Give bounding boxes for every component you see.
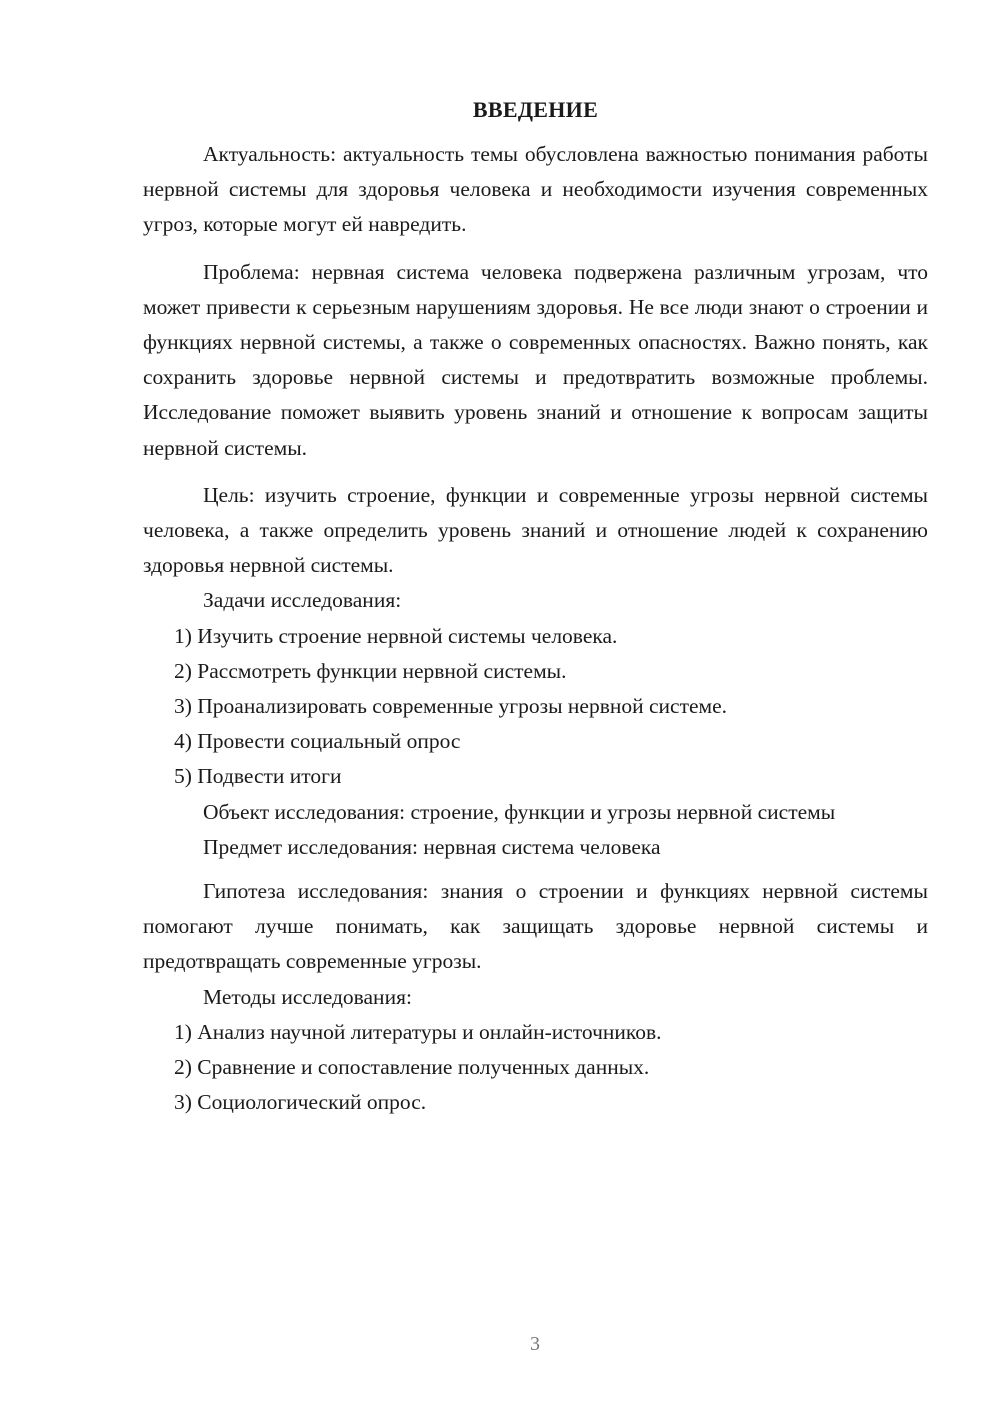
object-line: Объект исследования: строение, функции и угрозы нервной системы — [203, 799, 836, 824]
methods-title: Методы исследования: — [203, 984, 412, 1009]
list-item: 3) Социологический опрос. — [174, 1090, 427, 1115]
hypothesis-paragraph: Гипотеза исследования: знания о строении и функциях нервной системы помогают лучше понимать, как защищать здоровье нервной системы и предотвращать современные угрозы. — [143, 879, 928, 974]
goal-paragraph: Цель: изучить строение, функции и современные угрозы нервной системы человека, а также определить уровень знаний и отношение людей к сохранению здоровья нервной системы. — [143, 482, 928, 578]
list-item: 1) Анализ научной литературы и онлайн-источников. — [174, 1019, 662, 1044]
list-item: 2) Рассмотреть функции нервной системы. — [174, 658, 567, 683]
tasks-list — [143, 619, 928, 795]
list-item: 2) Сравнение и сопоставление полученных данных. — [174, 1055, 650, 1080]
methods-list — [143, 1015, 928, 1121]
list-item: 5) Подвести итоги — [174, 764, 342, 789]
list-item: 4) Провести социальный опрос — [174, 729, 461, 754]
tasks-title: Задачи исследования: — [203, 588, 402, 613]
subject-line: Предмет исследования: нервная система человека — [203, 834, 661, 859]
relevance-paragraph: Актуальность: актуальность темы обусловлена важностью понимания работы нервной системы для здоровья человека и необходимости изучения современных угроз, которые могут ей навредить. — [143, 142, 928, 237]
document-page — [143, 92, 928, 1120]
page-number: 3 — [530, 1333, 540, 1355]
page-title: ВВЕДЕНИЕ — [472, 97, 599, 122]
problem-paragraph: Проблема: нервная система человека подвержена различным угрозам, что может привести к серьезным нарушениям здоровья. Не все люди знают о строении и функциях нервной системы, а также о современных опасностях. Важно понять, как сохранить здоровье нервной системы и предотвратить возможные проблемы. Исследование поможет выявить уровень знаний и отношение к вопросам защиты нервной системы. — [143, 259, 928, 460]
list-item: 3) Проанализировать современные угрозы нервной системе. — [174, 694, 728, 719]
list-item: 1) Изучить строение нервной системы человека. — [174, 623, 618, 648]
